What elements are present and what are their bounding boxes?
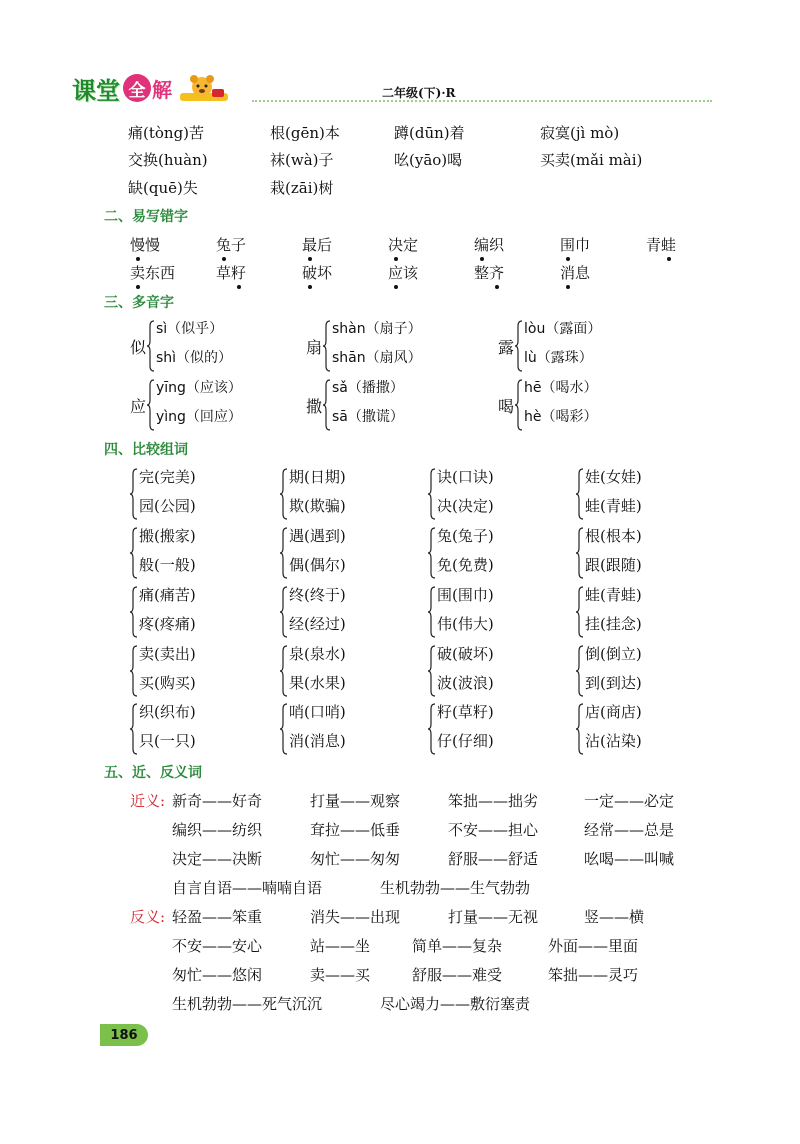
plain-char: 慢	[145, 236, 161, 254]
dotted-char: 围	[560, 236, 576, 254]
word-pair: 匆忙——悠闲	[172, 966, 263, 984]
left-brace-icon	[428, 527, 436, 579]
left-brace-icon	[515, 320, 523, 372]
compare-word: 搬(搬家)	[139, 527, 196, 545]
plain-char: 该	[403, 264, 419, 282]
left-brace-icon	[576, 703, 584, 755]
word-pair: 轻盈——笨重	[172, 908, 263, 926]
left-brace-icon	[147, 379, 155, 431]
word-pair: 决定——决断	[172, 850, 263, 868]
dotted-char: 兔	[216, 236, 232, 254]
word-pair: 新奇——好奇	[172, 792, 263, 810]
compare-word: 偶(偶尔)	[289, 556, 346, 574]
polyphone-reading: hē（喝水）	[524, 380, 598, 396]
compare-word: 店(商店)	[585, 703, 642, 721]
pinyin-item: 袜(wà)子	[270, 151, 334, 169]
compare-word: 疼(疼痛)	[139, 615, 196, 633]
dotted-char: 卖	[130, 264, 146, 282]
left-brace-icon	[323, 320, 331, 372]
section-title-synonyms-antonyms: 五、近、反义词	[104, 765, 202, 781]
plain-char: 后	[317, 236, 333, 254]
pinyin-item: 蹲(dūn)着	[394, 124, 465, 142]
polyphone-char: 扇	[306, 338, 323, 357]
synonym-label: 近义:	[130, 792, 166, 810]
word-pair: 尽心竭力——敷衍塞责	[380, 995, 531, 1013]
mistake-word	[130, 262, 175, 283]
left-brace-icon	[576, 468, 584, 520]
pinyin-item: 交换(huàn)	[128, 151, 208, 169]
polyphone-reading: sǎ（播撒）	[332, 380, 404, 396]
pinyin-item: 栽(zāi)树	[270, 179, 334, 197]
left-brace-icon	[428, 468, 436, 520]
left-brace-icon	[280, 645, 288, 697]
polyphone-reading: yìng（回应）	[156, 409, 242, 425]
compare-word: 兔(兔子)	[437, 527, 494, 545]
section-title-polyphone: 三、多音字	[104, 295, 174, 311]
mistake-word	[474, 262, 504, 283]
bear-mascot-icon	[178, 73, 230, 103]
compare-word: 期(日期)	[289, 468, 346, 486]
compare-word: 决(决定)	[437, 497, 494, 515]
pinyin-item: 寂寞(jì mò)	[540, 124, 620, 142]
word-pair: 舒服——舒适	[448, 850, 539, 868]
dotted-char: 最	[302, 236, 318, 254]
compare-word: 织(织布)	[139, 703, 196, 721]
left-brace-icon	[130, 527, 138, 579]
dotted-char: 慢	[130, 236, 146, 254]
left-brace-icon	[428, 703, 436, 755]
left-brace-icon	[280, 703, 288, 755]
dotted-char: 应	[388, 264, 404, 282]
word-pair: 匆忙——匆匆	[310, 850, 401, 868]
compare-word: 破(破坏)	[437, 645, 494, 663]
polyphone-reading: shàn（扇子）	[332, 321, 422, 337]
left-brace-icon	[280, 527, 288, 579]
mistake-word	[388, 262, 418, 283]
dotted-char: 编	[474, 236, 490, 254]
polyphone-reading: sì（似乎）	[156, 321, 224, 337]
section-title-compare-words: 四、比较组词	[104, 442, 188, 458]
compare-word: 果(水果)	[289, 674, 346, 692]
word-pair: 竖——横	[584, 908, 645, 926]
word-pair: 耷拉——低垂	[310, 821, 401, 839]
plain-char: 巾	[575, 236, 591, 254]
word-pair: 不安——担心	[448, 821, 539, 839]
word-pair: 打量——观察	[310, 792, 401, 810]
left-brace-icon	[428, 645, 436, 697]
left-brace-icon	[323, 379, 331, 431]
compare-word: 终(终于)	[289, 586, 346, 604]
grade-label: 二年级(下)·R	[382, 86, 456, 100]
compare-word: 园(公园)	[139, 497, 196, 515]
compare-word: 买(购买)	[139, 674, 196, 692]
left-brace-icon	[130, 586, 138, 638]
left-brace-icon	[130, 703, 138, 755]
word-pair: 不安——安心	[172, 937, 263, 955]
mistake-word	[474, 234, 504, 255]
compare-word: 哨(口哨)	[289, 703, 346, 721]
compare-word: 仔(仔细)	[437, 732, 494, 750]
compare-word: 围(围巾)	[437, 586, 494, 604]
dotted-char: 齐	[489, 264, 505, 282]
logo-char-jie: 解	[152, 77, 172, 102]
pinyin-item: 买卖(mǎi mài)	[540, 151, 643, 169]
mistake-word	[388, 234, 418, 255]
word-pair: 生机勃勃——死气沉沉	[172, 995, 323, 1013]
compare-word: 到(到达)	[585, 674, 642, 692]
mistake-word	[302, 262, 332, 283]
polyphone-char: 似	[130, 338, 147, 357]
left-brace-icon	[130, 645, 138, 697]
left-brace-icon	[147, 320, 155, 372]
compare-word: 完(完美)	[139, 468, 196, 486]
compare-word: 娃(女娃)	[585, 468, 642, 486]
logo-char-quan: 全	[123, 74, 151, 102]
logo-char-ke: 课	[72, 76, 96, 105]
left-brace-icon	[576, 527, 584, 579]
compare-word: 泉(泉水)	[289, 645, 346, 663]
polyphone-reading: lòu（露面）	[524, 321, 602, 337]
word-pair: 外面——里面	[548, 937, 639, 955]
antonym-label: 反义:	[130, 908, 166, 926]
word-pair: 编织——纺织	[172, 821, 263, 839]
left-brace-icon	[576, 645, 584, 697]
compare-word: 遇(遇到)	[289, 527, 346, 545]
dotted-char: 蛙	[661, 236, 677, 254]
compare-word: 沾(沾染)	[585, 732, 642, 750]
mistake-word	[130, 234, 160, 255]
mistake-word	[302, 234, 332, 255]
compare-word: 欺(欺骗)	[289, 497, 346, 515]
polyphone-reading: lù（露珠）	[524, 350, 593, 366]
word-pair: 站——坐	[310, 937, 371, 955]
word-pair: 一定——必定	[584, 792, 675, 810]
word-pair: 舒服——难受	[412, 966, 503, 984]
polyphone-reading: sā（撒谎）	[332, 409, 404, 425]
compare-word: 免(免费)	[437, 556, 494, 574]
left-brace-icon	[576, 586, 584, 638]
polyphone-char: 喝	[498, 397, 515, 416]
logo-char-tang: 堂	[96, 76, 120, 105]
word-pair: 自言自语——喃喃自语	[172, 879, 323, 897]
dotted-char: 籽	[231, 264, 247, 282]
word-pair: 消失——出现	[310, 908, 401, 926]
page-header	[72, 72, 712, 106]
plain-char: 坏	[317, 264, 333, 282]
compare-word: 倒(倒立)	[585, 645, 642, 663]
page-number: 186	[100, 1024, 148, 1046]
compare-word: 根(根本)	[585, 527, 642, 545]
compare-word: 诀(口诀)	[437, 468, 494, 486]
compare-word: 蛙(青蛙)	[585, 586, 642, 604]
left-brace-icon	[130, 468, 138, 520]
mistake-word	[560, 234, 590, 255]
plain-char: 子	[231, 236, 247, 254]
left-brace-icon	[280, 468, 288, 520]
plain-char: 定	[403, 236, 419, 254]
mistake-word	[646, 234, 676, 255]
compare-word: 波(波浪)	[437, 674, 494, 692]
left-brace-icon	[515, 379, 523, 431]
compare-word: 经(经过)	[289, 615, 346, 633]
polyphone-reading: shān（扇风）	[332, 350, 422, 366]
left-brace-icon	[280, 586, 288, 638]
word-pair: 卖——买	[310, 966, 371, 984]
polyphone-reading: hè（喝彩）	[524, 409, 598, 425]
dotted-char: 消	[560, 264, 576, 282]
header-dotted-line	[252, 100, 712, 102]
word-pair: 打量——无视	[448, 908, 539, 926]
polyphone-reading: shì（似的）	[156, 350, 233, 366]
plain-char: 东西	[145, 264, 176, 282]
polyphone-char: 应	[130, 397, 147, 416]
compare-word: 卖(卖出)	[139, 645, 196, 663]
pinyin-item: 吆(yāo)喝	[394, 151, 463, 169]
left-brace-icon	[428, 586, 436, 638]
compare-word: 挂(挂念)	[585, 615, 642, 633]
section-title-easy-mistake: 二、易写错字	[104, 209, 188, 225]
compare-word: 痛(痛苦)	[139, 586, 196, 604]
compare-word: 消(消息)	[289, 732, 346, 750]
compare-word: 跟(跟随)	[585, 556, 642, 574]
polyphone-reading: yīng（应该）	[156, 380, 242, 396]
compare-word: 籽(草籽)	[437, 703, 494, 721]
pinyin-item: 痛(tòng)苦	[128, 124, 205, 142]
dotted-char: 决	[388, 236, 404, 254]
polyphone-char: 撒	[306, 397, 323, 416]
compare-word: 只(一只)	[139, 732, 196, 750]
plain-char: 息	[575, 264, 591, 282]
pinyin-item: 缺(quē)失	[128, 179, 198, 197]
plain-char: 草	[216, 264, 232, 282]
word-pair: 经常——总是	[584, 821, 675, 839]
mistake-word	[216, 262, 246, 283]
plain-char: 整	[474, 264, 490, 282]
polyphone-char: 露	[498, 338, 515, 357]
compare-word: 蛙(青蛙)	[585, 497, 642, 515]
plain-char: 织	[489, 236, 505, 254]
word-pair: 生机勃勃——生气勃勃	[380, 879, 531, 897]
word-pair: 笨拙——灵巧	[548, 966, 639, 984]
mistake-word	[216, 234, 246, 255]
word-pair: 简单——复杂	[412, 937, 503, 955]
logo	[72, 72, 230, 104]
dotted-char: 破	[302, 264, 318, 282]
word-pair: 笨拙——拙劣	[448, 792, 539, 810]
plain-char: 青	[646, 236, 662, 254]
mistake-word	[560, 262, 590, 283]
compare-word: 般(一般)	[139, 556, 196, 574]
word-pair: 吆喝——叫喊	[584, 850, 675, 868]
pinyin-item: 根(gēn)本	[270, 124, 340, 142]
compare-word: 伟(伟大)	[437, 615, 494, 633]
